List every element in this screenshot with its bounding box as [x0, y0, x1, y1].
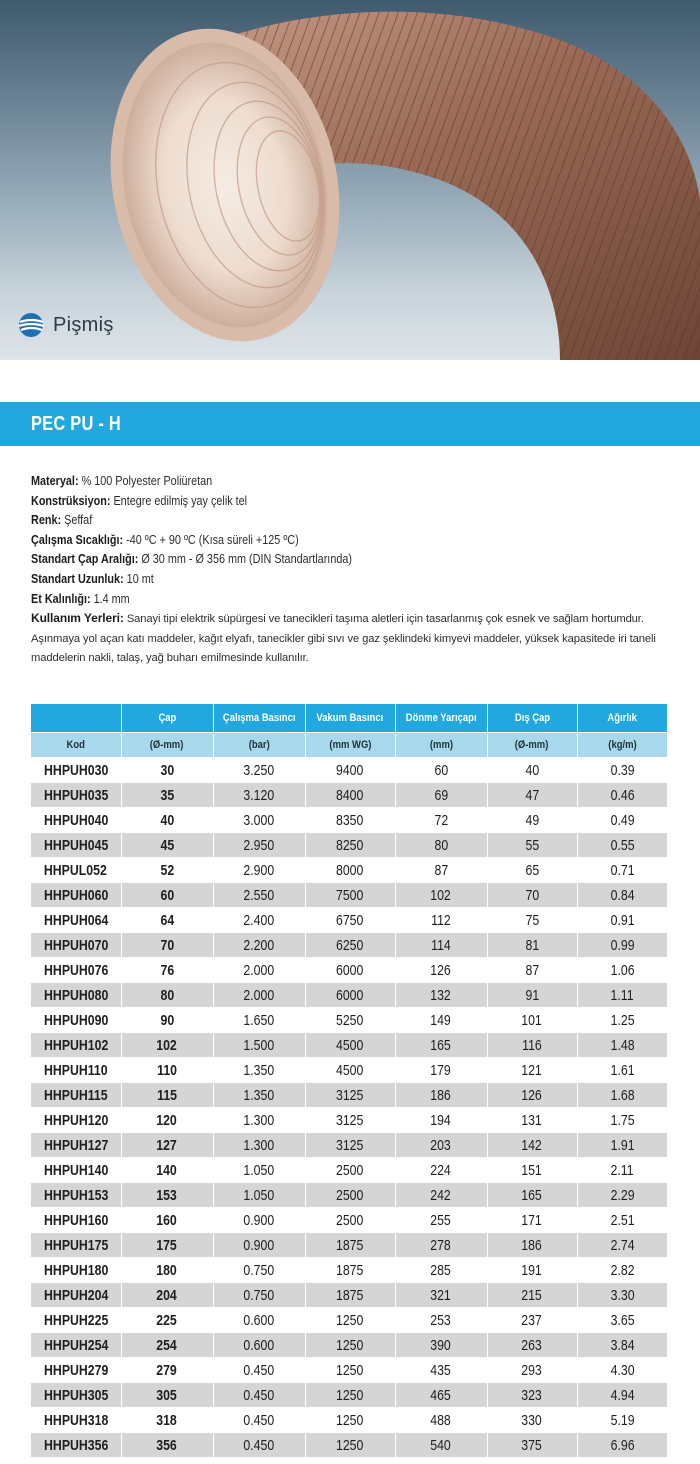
value-cell: 40	[121, 808, 213, 833]
header-cell: Çap	[121, 704, 213, 733]
code-cell: HHPUH180	[31, 1258, 121, 1283]
value-cell: 70	[121, 933, 213, 958]
value-cell: 204	[121, 1283, 213, 1308]
value-cell: 153	[121, 1183, 213, 1208]
value-cell: 224	[395, 1158, 487, 1183]
value-cell: 8250	[305, 833, 395, 858]
code-cell: HHPUH070	[31, 933, 121, 958]
value-cell: 9400	[305, 758, 395, 783]
value-cell: 8000	[305, 858, 395, 883]
value-cell: 1.350	[213, 1058, 305, 1083]
value-cell: 225	[121, 1308, 213, 1333]
table-row	[31, 1058, 667, 1083]
header-cell: Çalışma Basıncı	[213, 704, 305, 733]
unit-cell: (kg/m)	[577, 733, 667, 758]
value-cell: 165	[487, 1183, 577, 1208]
table-row	[31, 1433, 667, 1458]
value-cell: 3.30	[577, 1283, 667, 1308]
spec-color: Renk: Şeffaf	[31, 513, 93, 528]
value-cell: 140	[121, 1158, 213, 1183]
code-cell: HHPUH127	[31, 1133, 121, 1158]
value-cell: 1.68	[577, 1083, 667, 1108]
value-cell: 75	[487, 908, 577, 933]
value-cell: 0.600	[213, 1308, 305, 1333]
code-cell: HHPUH090	[31, 1008, 121, 1033]
value-cell: 4500	[305, 1033, 395, 1058]
value-cell: 5.19	[577, 1408, 667, 1433]
code-cell: HHPUH160	[31, 1208, 121, 1233]
value-cell: 237	[487, 1308, 577, 1333]
value-cell: 0.450	[213, 1383, 305, 1408]
spec-wall-thickness: Et Kalınlığı: 1.4 mm	[31, 591, 130, 606]
code-cell: HHPUH254	[31, 1333, 121, 1358]
value-cell: 3125	[305, 1133, 395, 1158]
value-cell: 151	[487, 1158, 577, 1183]
code-cell: HHPUH102	[31, 1033, 121, 1058]
table-header-row	[31, 704, 667, 733]
table-row	[31, 1133, 667, 1158]
value-cell: 254	[121, 1333, 213, 1358]
value-cell: 76	[121, 958, 213, 983]
value-cell: 3.250	[213, 758, 305, 783]
value-cell: 114	[395, 933, 487, 958]
value-cell: 179	[395, 1058, 487, 1083]
value-cell: 69	[395, 783, 487, 808]
value-cell: 1250	[305, 1358, 395, 1383]
table-row	[31, 1283, 667, 1308]
value-cell: 3.84	[577, 1333, 667, 1358]
value-cell: 305	[121, 1383, 213, 1408]
value-cell: 60	[121, 883, 213, 908]
value-cell: 2500	[305, 1183, 395, 1208]
value-cell: 81	[487, 933, 577, 958]
value-cell: 110	[121, 1058, 213, 1083]
table-units-row	[31, 733, 667, 758]
value-cell: 8350	[305, 808, 395, 833]
value-cell: 175	[121, 1233, 213, 1258]
value-cell: 278	[395, 1233, 487, 1258]
table-row	[31, 933, 667, 958]
value-cell: 1250	[305, 1383, 395, 1408]
value-cell: 1.48	[577, 1033, 667, 1058]
value-cell: 6.96	[577, 1433, 667, 1458]
value-cell: 102	[395, 883, 487, 908]
code-cell: HHPUH035	[31, 783, 121, 808]
value-cell: 35	[121, 783, 213, 808]
spec-construction: Konstrüksiyon: Entegre edilmiş yay çelik tel	[31, 493, 248, 508]
unit-cell: (mm)	[395, 733, 487, 758]
value-cell: 255	[395, 1208, 487, 1233]
value-cell: 4.94	[577, 1383, 667, 1408]
value-cell: 215	[487, 1283, 577, 1308]
table-row	[31, 1208, 667, 1233]
value-cell: 1.350	[213, 1083, 305, 1108]
value-cell: 1.11	[577, 983, 667, 1008]
value-cell: 7500	[305, 883, 395, 908]
value-cell: 0.71	[577, 858, 667, 883]
value-cell: 2.200	[213, 933, 305, 958]
table-row	[31, 1158, 667, 1183]
value-cell: 6250	[305, 933, 395, 958]
hose-illustration	[0, 0, 700, 360]
value-cell: 3.000	[213, 808, 305, 833]
table-row	[31, 1408, 667, 1433]
table-row	[31, 858, 667, 883]
value-cell: 101	[487, 1008, 577, 1033]
value-cell: 186	[395, 1083, 487, 1108]
code-cell: HHPUH356	[31, 1433, 121, 1458]
value-cell: 2.000	[213, 958, 305, 983]
code-cell: HHPUH153	[31, 1183, 121, 1208]
value-cell: 323	[487, 1383, 577, 1408]
value-cell: 1250	[305, 1408, 395, 1433]
code-cell: HHPUH030	[31, 758, 121, 783]
table-row	[31, 833, 667, 858]
product-title: PEC PU - H	[31, 413, 121, 435]
value-cell: 1.050	[213, 1183, 305, 1208]
value-cell: 1.650	[213, 1008, 305, 1033]
value-cell: 0.750	[213, 1283, 305, 1308]
value-cell: 2.550	[213, 883, 305, 908]
code-cell: HHPUH140	[31, 1158, 121, 1183]
value-cell: 55	[487, 833, 577, 858]
value-cell: 0.450	[213, 1433, 305, 1458]
value-cell: 0.99	[577, 933, 667, 958]
value-cell: 126	[395, 958, 487, 983]
table-row	[31, 983, 667, 1008]
value-cell: 1.25	[577, 1008, 667, 1033]
value-cell: 0.46	[577, 783, 667, 808]
table-row	[31, 783, 667, 808]
value-cell: 4.30	[577, 1358, 667, 1383]
table-row	[31, 1183, 667, 1208]
value-cell: 465	[395, 1383, 487, 1408]
unit-cell: (bar)	[213, 733, 305, 758]
value-cell: 194	[395, 1108, 487, 1133]
value-cell: 0.750	[213, 1258, 305, 1283]
value-cell: 6000	[305, 958, 395, 983]
code-cell: HHPUH045	[31, 833, 121, 858]
value-cell: 126	[487, 1083, 577, 1108]
header-cell: Ağırlık	[577, 704, 667, 733]
value-cell: 285	[395, 1258, 487, 1283]
value-cell: 279	[121, 1358, 213, 1383]
value-cell: 52	[121, 858, 213, 883]
value-cell: 1.050	[213, 1158, 305, 1183]
table-row	[31, 908, 667, 933]
value-cell: 242	[395, 1183, 487, 1208]
header-cell	[31, 704, 121, 733]
value-cell: 127	[121, 1133, 213, 1158]
code-cell: HHPUH318	[31, 1408, 121, 1433]
value-cell: 5250	[305, 1008, 395, 1033]
code-cell: HHPUL052	[31, 858, 121, 883]
value-cell: 375	[487, 1433, 577, 1458]
spec-usage: Kullanım Yerleri: Sanayi tipi elektrik süpürgesi ve tanecikleri taşıma aletleri için tasarlanmış çok esnek ve sağlam hortumdur. Aşınmaya yol açan katı maddeler, kağıt elyafı, tanecikler gibi sıvı ve gaz şeklindeki kimyevi maddeler, yüksek kapasitede iri taneli maddelerin nakli, talaş, yağ buharı emilmesinde kullanılır.	[31, 611, 656, 665]
value-cell: 488	[395, 1408, 487, 1433]
value-cell: 72	[395, 808, 487, 833]
value-cell: 30	[121, 758, 213, 783]
value-cell: 121	[487, 1058, 577, 1083]
value-cell: 2.82	[577, 1258, 667, 1283]
value-cell: 1250	[305, 1433, 395, 1458]
code-cell: HHPUH110	[31, 1058, 121, 1083]
value-cell: 8400	[305, 783, 395, 808]
code-cell: HHPUH040	[31, 808, 121, 833]
value-cell: 253	[395, 1308, 487, 1333]
value-cell: 321	[395, 1283, 487, 1308]
value-cell: 435	[395, 1358, 487, 1383]
table-row	[31, 758, 667, 783]
value-cell: 0.450	[213, 1358, 305, 1383]
table-row	[31, 1258, 667, 1283]
value-cell: 191	[487, 1258, 577, 1283]
table-row	[31, 883, 667, 908]
value-cell: 0.900	[213, 1208, 305, 1233]
value-cell: 390	[395, 1333, 487, 1358]
unit-cell: (Ø-mm)	[487, 733, 577, 758]
value-cell: 91	[487, 983, 577, 1008]
unit-cell: (mm WG)	[305, 733, 395, 758]
code-cell: HHPUH076	[31, 958, 121, 983]
value-cell: 0.900	[213, 1233, 305, 1258]
value-cell: 293	[487, 1358, 577, 1383]
value-cell: 90	[121, 1008, 213, 1033]
value-cell: 1.500	[213, 1033, 305, 1058]
table-row	[31, 1233, 667, 1258]
value-cell: 65	[487, 858, 577, 883]
table-row	[31, 808, 667, 833]
table-row	[31, 1333, 667, 1358]
value-cell: 2.950	[213, 833, 305, 858]
table-row	[31, 1083, 667, 1108]
value-cell: 0.49	[577, 808, 667, 833]
value-cell: 102	[121, 1033, 213, 1058]
value-cell: 64	[121, 908, 213, 933]
value-cell: 1.75	[577, 1108, 667, 1133]
value-cell: 1.300	[213, 1108, 305, 1133]
value-cell: 330	[487, 1408, 577, 1433]
value-cell: 4500	[305, 1058, 395, 1083]
value-cell: 149	[395, 1008, 487, 1033]
value-cell: 1250	[305, 1308, 395, 1333]
value-cell: 2.29	[577, 1183, 667, 1208]
value-cell: 80	[121, 983, 213, 1008]
value-cell: 1.91	[577, 1133, 667, 1158]
value-cell: 80	[395, 833, 487, 858]
value-cell: 1.06	[577, 958, 667, 983]
brand-logo-icon	[16, 312, 46, 338]
value-cell: 112	[395, 908, 487, 933]
value-cell: 0.39	[577, 758, 667, 783]
spec-temperature: Çalışma Sıcaklığı: -40 ºC + 90 ºC (Kısa süreli +125 ºC)	[31, 532, 299, 547]
code-cell: HHPUH279	[31, 1358, 121, 1383]
code-cell: HHPUH204	[31, 1283, 121, 1308]
value-cell: 1.61	[577, 1058, 667, 1083]
value-cell: 47	[487, 783, 577, 808]
table-row	[31, 1008, 667, 1033]
value-cell: 2.400	[213, 908, 305, 933]
value-cell: 6750	[305, 908, 395, 933]
table-row	[31, 1383, 667, 1408]
header-cell: Dış Çap	[487, 704, 577, 733]
value-cell: 1250	[305, 1333, 395, 1358]
table-row	[31, 1358, 667, 1383]
value-cell: 2.11	[577, 1158, 667, 1183]
value-cell: 40	[487, 758, 577, 783]
value-cell: 186	[487, 1233, 577, 1258]
table-row	[31, 1108, 667, 1133]
value-cell: 160	[121, 1208, 213, 1233]
code-cell: HHPUH060	[31, 883, 121, 908]
code-cell: HHPUH120	[31, 1108, 121, 1133]
value-cell: 70	[487, 883, 577, 908]
code-cell: HHPUH175	[31, 1233, 121, 1258]
code-cell: HHPUH080	[31, 983, 121, 1008]
value-cell: 171	[487, 1208, 577, 1233]
value-cell: 142	[487, 1133, 577, 1158]
spec-material: Materyal: % 100 Polyester Poliüretan	[31, 474, 213, 488]
value-cell: 540	[395, 1433, 487, 1458]
value-cell: 45	[121, 833, 213, 858]
product-photo	[0, 0, 700, 360]
value-cell: 115	[121, 1083, 213, 1108]
title-banner	[0, 402, 700, 446]
value-cell: 203	[395, 1133, 487, 1158]
value-cell: 356	[121, 1433, 213, 1458]
header-cell: Vakum Basıncı	[305, 704, 395, 733]
value-cell: 60	[395, 758, 487, 783]
header-cell: Dönme Yarıçapı	[395, 704, 487, 733]
value-cell: 2.000	[213, 983, 305, 1008]
value-cell: 0.600	[213, 1333, 305, 1358]
table-row	[31, 1033, 667, 1058]
value-cell: 132	[395, 983, 487, 1008]
value-cell: 318	[121, 1408, 213, 1433]
value-cell: 3.120	[213, 783, 305, 808]
table-row	[31, 1308, 667, 1333]
value-cell: 165	[395, 1033, 487, 1058]
spec-table	[31, 704, 667, 1458]
value-cell: 1875	[305, 1283, 395, 1308]
value-cell: 116	[487, 1033, 577, 1058]
unit-cell: Kod	[31, 733, 121, 758]
value-cell: 0.91	[577, 908, 667, 933]
value-cell: 0.55	[577, 833, 667, 858]
value-cell: 87	[395, 858, 487, 883]
value-cell: 0.84	[577, 883, 667, 908]
value-cell: 1875	[305, 1233, 395, 1258]
value-cell: 1875	[305, 1258, 395, 1283]
value-cell: 3.65	[577, 1308, 667, 1333]
value-cell: 2500	[305, 1208, 395, 1233]
value-cell: 180	[121, 1258, 213, 1283]
code-cell: HHPUH305	[31, 1383, 121, 1408]
spec-length: Standart Uzunluk: 10 mt	[31, 571, 154, 586]
value-cell: 2.51	[577, 1208, 667, 1233]
code-cell: HHPUH115	[31, 1083, 121, 1108]
value-cell: 120	[121, 1108, 213, 1133]
brand-logo	[16, 312, 114, 338]
value-cell: 131	[487, 1108, 577, 1133]
value-cell: 1.300	[213, 1133, 305, 1158]
value-cell: 87	[487, 958, 577, 983]
value-cell: 49	[487, 808, 577, 833]
value-cell: 3125	[305, 1108, 395, 1133]
unit-cell: (Ø-mm)	[121, 733, 213, 758]
code-cell: HHPUH225	[31, 1308, 121, 1333]
value-cell: 3125	[305, 1083, 395, 1108]
value-cell: 2500	[305, 1158, 395, 1183]
spec-diameter-range: Standart Çap Aralığı: Ø 30 mm - Ø 356 mm (DIN Standartlarında)	[31, 552, 352, 567]
value-cell: 263	[487, 1333, 577, 1358]
spec-list	[31, 472, 681, 669]
code-cell: HHPUH064	[31, 908, 121, 933]
value-cell: 6000	[305, 983, 395, 1008]
value-cell: 2.900	[213, 858, 305, 883]
value-cell: 2.74	[577, 1233, 667, 1258]
brand-name: Pişmiş	[53, 313, 114, 336]
table-row	[31, 958, 667, 983]
value-cell: 0.450	[213, 1408, 305, 1433]
